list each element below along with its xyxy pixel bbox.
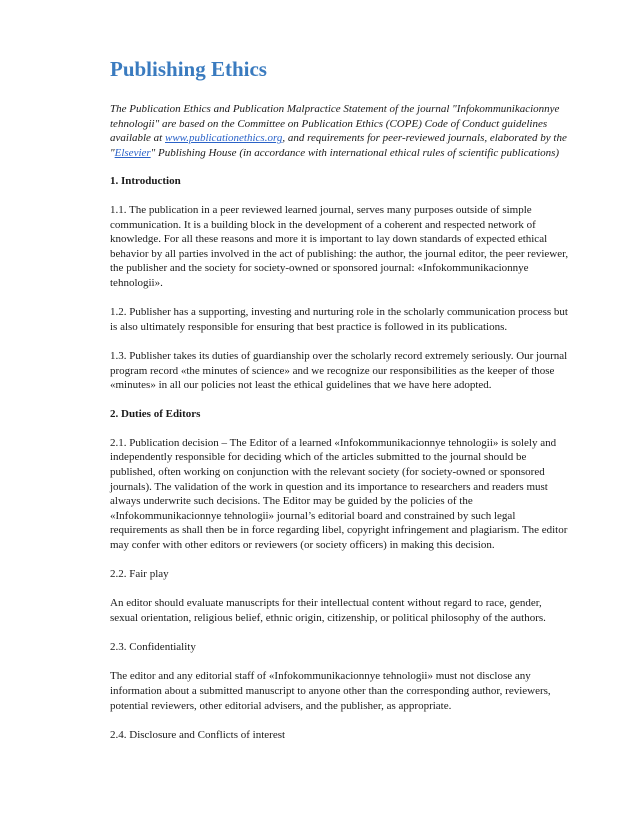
cope-link[interactable]: www.publicationethics.org — [165, 132, 283, 145]
paragraph-fair-play: An editor should evaluate manuscripts for their intellectual content without regard to race, gender, sexual orientation, religious belief, ethnic origin, citizenship, or political philosophy of the authors. — [110, 597, 546, 624]
section-heading-duties-of-editors: 2. Duties of Editors — [110, 408, 201, 421]
intro-text-3: " Publishing House (in accordance with international ethical rules of scientific publications) — [150, 146, 560, 159]
intro-text-2: , and requirements for peer-reviewed journals, elaborated by the " — [110, 132, 567, 159]
paragraph-1-3: 1.3. Publisher takes its duties of guardianship over the scholarly record extremely seriously. Our journal program record «the minutes of science» and we recognize our responsibilities as the keeper of those «minutes» in all our policies not least the ethical guidelines that we have here adopted. — [110, 349, 568, 392]
paragraph-2-1: 2.1. Publication decision – The Editor of a learned «Infokommunikacionnye tehnologii» is solely and independently responsible for deciding which of the articles submitted to the journal should be published, often working on conjunction with the relevant society (for society-owned or sponsored journals). The validation of the work in question and its importance to researchers and readers must always underwrite such decisions. The Editor may be guided by the policies of the «Infokommunikacionnye tehnologii» journal’s editorial board and constrained by such legal requirements as shall then be in force regarding libel, copyright infringement and plagiarism. The editor may confer with other editors or reviewers (or society officers) in making this decision. — [110, 436, 568, 552]
intro-statement — [110, 102, 570, 160]
section-heading-introduction: 1. Introduction — [110, 175, 181, 188]
elsevier-link[interactable]: Elsevier — [114, 146, 151, 159]
intro-text-1: The Publication Ethics and Publication Malpractice Statement of the journal "Infokommunikacionnye tehnologii" are based on the Committee on Publication Ethics (COPE) Code of Conduct guidelines available at — [110, 103, 560, 145]
subheading-confidentiality: 2.3. Confidentiality — [110, 641, 196, 654]
page-title: Publishing Ethics — [110, 57, 267, 81]
subheading-fair-play: 2.2. Fair play — [110, 568, 169, 581]
paragraph-1-2: 1.2. Publisher has a supporting, investing and nurturing role in the scholarly communication process but is also ultimately responsible for ensuring that best practice is followed in its publications. — [110, 306, 568, 333]
subheading-disclosure: 2.4. Disclosure and Conflicts of interest — [110, 728, 286, 741]
paragraph-1-1: 1.1. The publication in a peer reviewed learned journal, serves many purposes outside of simple communication. It is a building block in the development of a coherent and respected network of knowledge. For all these reasons and more it is important to lay down standards of expected ethical behavior by all parties involved in the act of publishing: the author, the journal editor, the peer reviewer, the publisher and the society for society-owned or sponsored journal: «Infokommunikacionnye tehnologii». — [110, 203, 569, 289]
document-page — [110, 56, 570, 757]
paragraph-confidentiality: The editor and any editorial staff of «Infokommunikacionnye tehnologii» must not disclose any information about a submitted manuscript to anyone other than the corresponding author, reviewers, potential reviewers, other editorial advisers, and the publisher, as appropriate. — [110, 670, 551, 712]
